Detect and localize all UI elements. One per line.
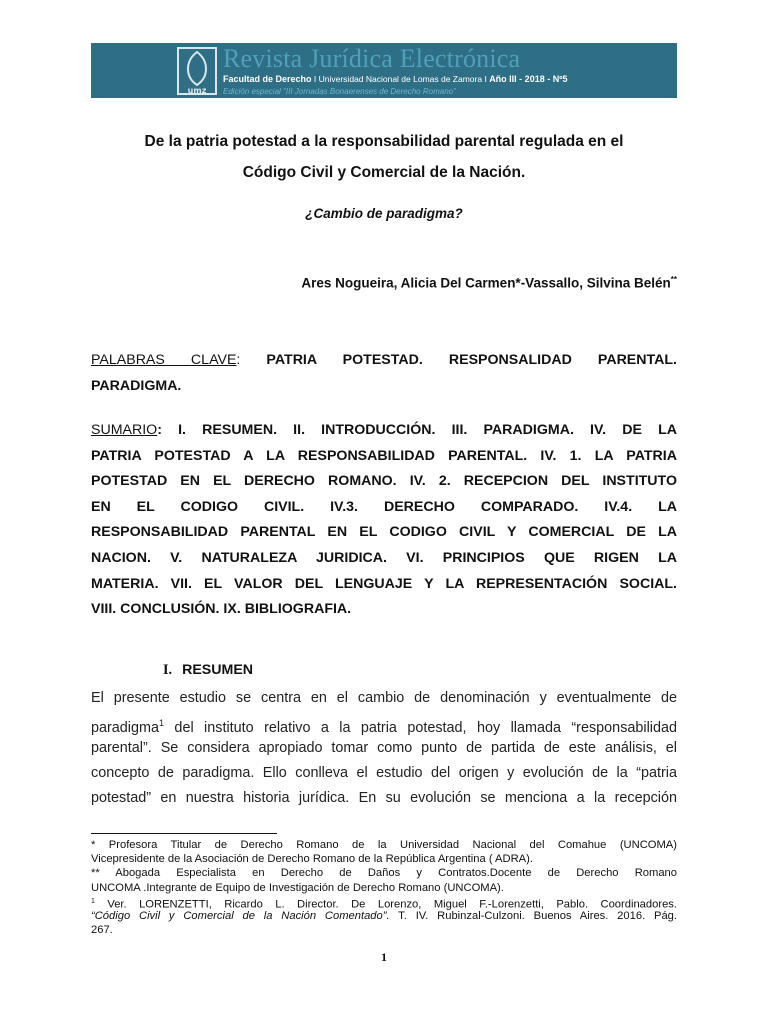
- article-subtitle: ¿Cambio de paradigma?: [305, 206, 463, 221]
- body-line: parental”. Se considera apropiado tomar como punto de partida de este análisis, el: [91, 740, 677, 756]
- section-title: RESUMEN: [182, 662, 254, 678]
- section-heading: [163, 662, 253, 679]
- author-mark: **: [670, 275, 677, 284]
- footnote-line: 267.: [91, 924, 113, 937]
- issue-info: Año III - 2018 - Nº5: [489, 74, 568, 84]
- journal-banner: [91, 43, 677, 98]
- footnote-divider: [91, 833, 277, 834]
- footnotes: [91, 838, 677, 937]
- summary-label: SUMARIO: [91, 422, 158, 438]
- section-number: I.: [163, 662, 173, 678]
- summary-line: NACION. V. NATURALEZA JURIDICA. VI. PRINCIPIOS QUE RIGEN LA: [91, 549, 677, 566]
- body-line: potestad” en nuestra historia jurídica. En su evolución se menciona a la recepción: [91, 790, 677, 806]
- journal-logo: [177, 47, 217, 95]
- footnote-line: $^1$ Ver. LORENZETTI, Ricardo L. Director. De Lorenzo, Miguel F.-Lorenzetti, Pablo. Coordinadores.: [91, 897, 677, 911]
- article-title-line-1: De la patria potestad a la responsabilidad parental regulada en el: [144, 133, 624, 150]
- body-line-2: paradigma$^1$ del instituto relativo a la patria potestad, hoy llamada “responsabilidad: [91, 718, 677, 736]
- section-body: [91, 686, 677, 811]
- journal-title: Revista Jurídica Electrónica: [223, 44, 521, 73]
- summary-line: MATERIA. VII. EL VALOR DEL LENGUAJE Y LA REPRESENTACIÓN SOCIAL.: [91, 575, 677, 592]
- page-number: 1: [381, 950, 387, 964]
- summary-line: POTESTAD EN EL DERECHO ROMANO. IV. 2. RECEPCION DEL INSTITUTO: [91, 473, 677, 490]
- body-line: El presente estudio se centra en el cambio de denominación y eventualmente de: [91, 690, 677, 706]
- summary-block: SUMARIO: I. RESUMEN. II. INTRODUCCIÓN. III. PARADIGMA. IV. DE LA PATRIA POTESTAD A LA RESPONSABILIDAD PARENTAL. IV. 1. LA PATRIA POTESTAD EN EL DERECHO ROMANO. IV. 2. RECEPCION DEL INSTITUTO EN EL CODIGO CIVIL. IV.3. DERECHO COMPARADO. IV.4. LA RESPONSABILIDAD PARENTAL EN EL CODIGO CIVIL Y COMERCIAL DE LA NACION. V. NATURALEZA JURIDICA. VI. PRINCIPIOS QUE RIGEN LA MATERIA. VII. EL VALOR DEL LENGUAJE Y LA REPRESENTACIÓN SOCIAL. VIII. CONCLUSIÓN. IX. BIBLIOGRAFIA.: [91, 418, 677, 623]
- university-name: I Universidad Nacional de Lomas de Zamora I: [311, 74, 490, 84]
- svg-text:umz: umz: [187, 86, 207, 95]
- summary-line: EN EL CODIGO CIVIL. IV.3. DERECHO COMPARADO. IV.4. LA: [91, 498, 677, 515]
- footnote-line: ** Abogada Especialista en Derecho de Daños y Contratos.Docente de Derecho Romano: [91, 867, 677, 880]
- summary-line: VIII. CONCLUSIÓN. IX. BIBLIOGRAFIA.: [91, 601, 352, 618]
- footnote-line: Vicepresidente de la Asociación de Derecho Romano de la República Argentina ( ADRA).: [91, 853, 533, 866]
- summary-line: RESPONSABILIDAD PARENTAL EN EL CODIGO CIVIL Y COMERCIAL DE LA: [91, 524, 677, 541]
- summary-line-1: I. RESUMEN. II. INTRODUCCIÓN. III. PARADIGMA. IV. DE LA: [178, 422, 678, 438]
- keywords-label: PALABRAS CLAVE: [91, 352, 237, 368]
- keywords-line-2: PARADIGMA.: [91, 377, 182, 394]
- footnote-line: * Profesora Titular de Derecho Romano de la Universidad Nacional del Comahue (UNCOMA): [91, 839, 677, 851]
- summary-line: PATRIA POTESTAD A LA RESPONSABILIDAD PARENTAL. IV. 1. LA PATRIA: [91, 447, 677, 464]
- journal-subtitle: [223, 74, 568, 84]
- footnote-line: UNCOMA .Integrante de Equipo de Investigación de Derecho Romano (UNCOMA).: [91, 881, 504, 894]
- footnote-ref-1[interactable]: 1: [159, 718, 165, 728]
- keywords-block: PALABRAS CLAVE: PATRIA POTESTAD. RESPONSALIDAD PARENTAL. PARADIGMA.: [91, 348, 677, 399]
- keywords-line-1: PATRIA POTESTAD. RESPONSALIDAD PARENTAL.: [266, 352, 677, 368]
- author-names: Ares Nogueira, Alicia Del Carmen*-Vassallo, Silvina Belén: [301, 275, 671, 291]
- article-title-line-2: Código Civil y Comercial de la Nación.: [242, 164, 526, 181]
- authors: [301, 275, 677, 291]
- faculty-name: Facultad de Derecho: [223, 74, 312, 84]
- body-line: concepto de paradigma. Ello conlleva el estudio del origen y evolución de la “patria: [91, 765, 677, 781]
- edition-note: Edición especial "III Jornadas Bonaerenses de Derecho Romano": [223, 87, 456, 96]
- footnote-line: “Código Civil y Comercial de la Nación Comentado”. T. IV. Rubinzal-Culzoni. Buenos Aires. 2016. Pág.: [91, 909, 677, 922]
